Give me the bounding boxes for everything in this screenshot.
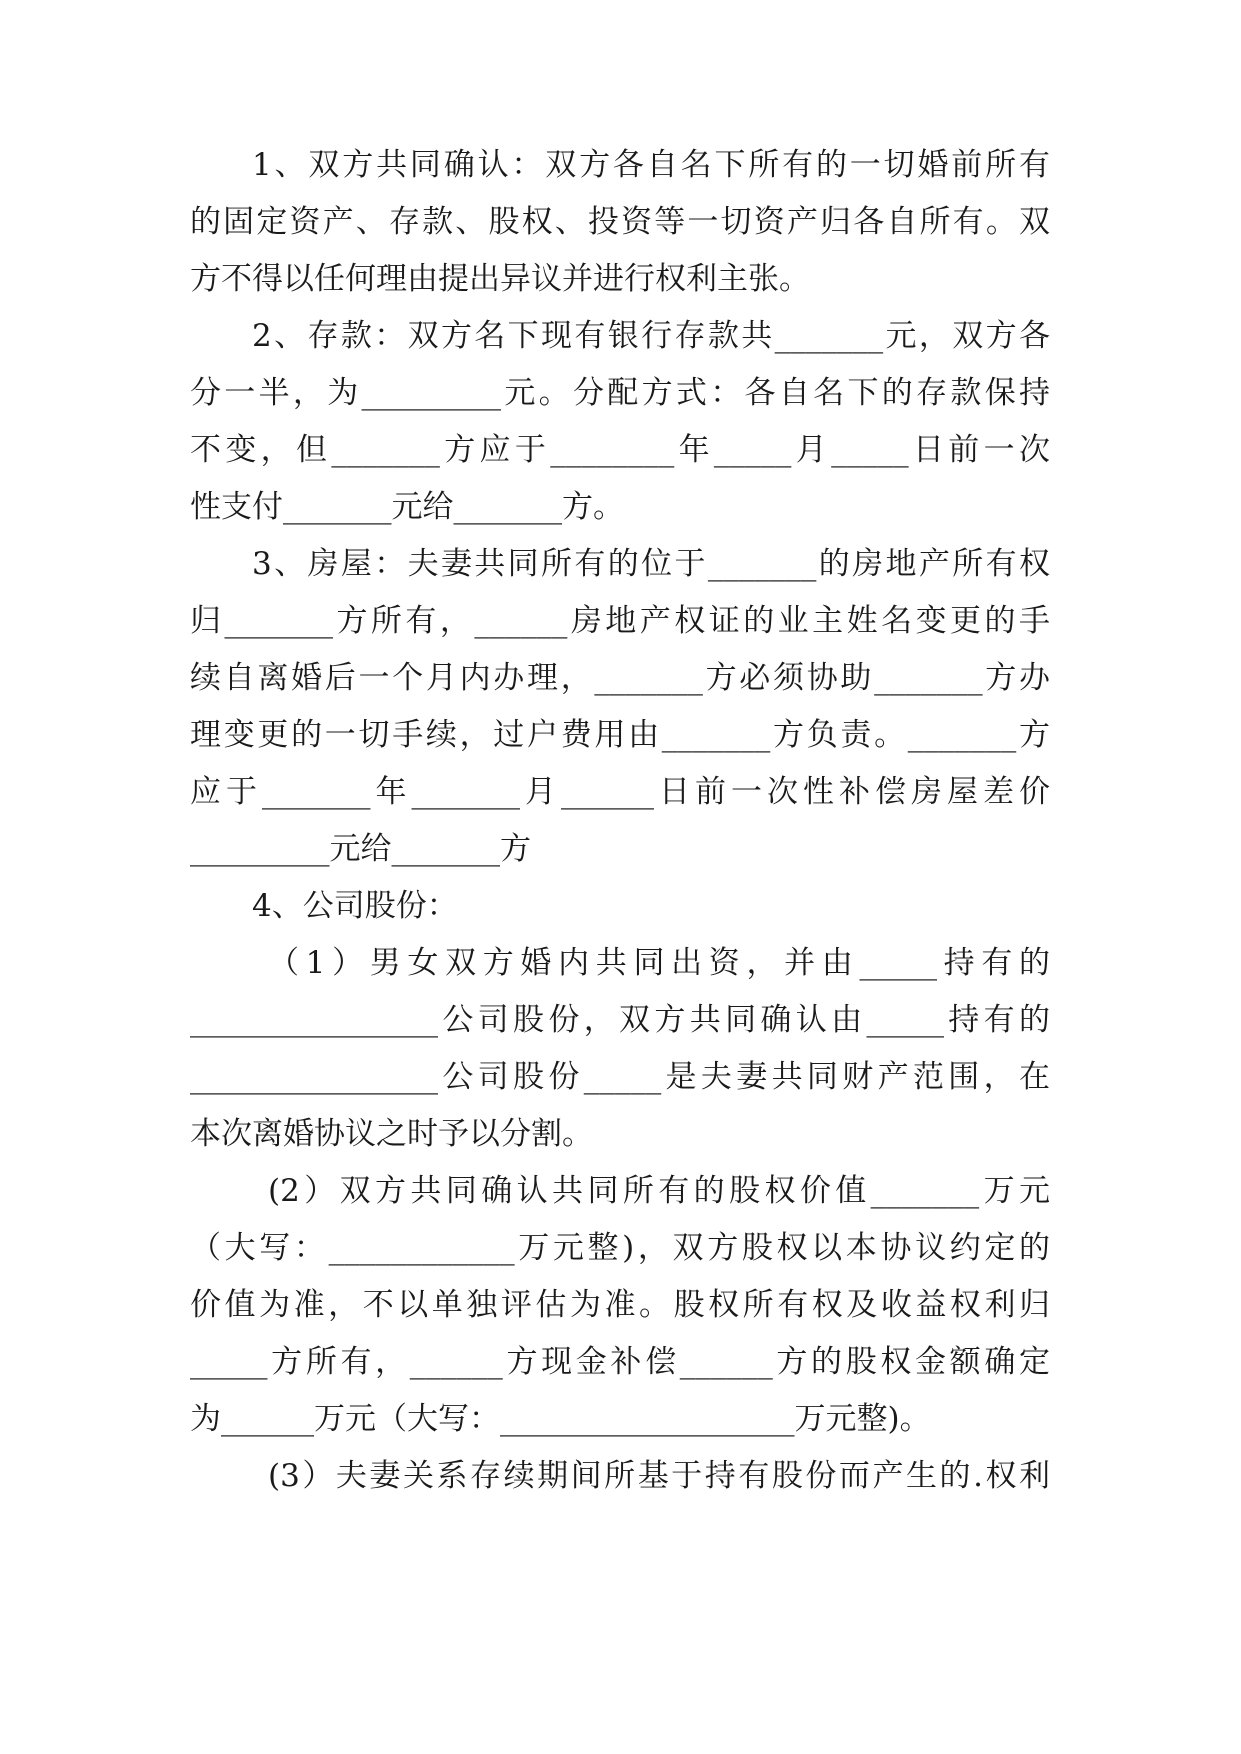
text-line: （大写：____________万元整)，双方股权以本协议约定的 xyxy=(190,1230,1050,1266)
text-line: 3、房屋：夫妻共同所有的位于_______的房地产所有权 xyxy=(252,546,1050,582)
text-line: 不变，但_______方应于________年_____月_____日前一次 xyxy=(190,432,1050,468)
text-line: (3）夫妻关系存续期间所基于持有股份而产生的.权利 xyxy=(268,1458,1050,1494)
text-line: 2、存款：双方名下现有银行存款共_______元，双方各 xyxy=(252,318,1050,354)
text-line: ________________公司股份_____是夫妻共同财产范围，在 xyxy=(190,1059,1050,1095)
text-line: 分一半，为_________元。分配方式：各自名下的存款保持 xyxy=(190,375,1050,411)
text-line: 为______万元（大写：___________________万元整)。 xyxy=(190,1401,931,1437)
text-line: 方不得以任何理由提出异议并进行权利主张。 xyxy=(190,261,810,297)
text-line: 本次离婚协议之时予以分割。 xyxy=(190,1116,593,1152)
text-line: (2）双方共同确认共同所有的股权价值_______万元 xyxy=(268,1173,1050,1209)
text-line: 续自离婚后一个月内办理，_______方必须协助_______方办 xyxy=(190,660,1050,696)
text-line: 1、双方共同确认：双方各自名下所有的一切婚前所有 xyxy=(252,147,1050,183)
text-line: ________________公司股份，双方共同确认由_____持有的 xyxy=(190,1002,1050,1038)
text-line: （1）男女双方婚内共同出资，并由_____持有的 xyxy=(268,945,1050,981)
text-line: 应于_______年_______月______日前一次性补偿房屋差价 xyxy=(190,774,1050,810)
text-line: 价值为准，不以单独评估为准。股权所有权及收益权利归 xyxy=(190,1287,1050,1323)
text-line: _________元给_______方 xyxy=(190,831,531,867)
text-line: 的固定资产、存款、股权、投资等一切资产归各自所有。双 xyxy=(190,204,1050,240)
text-line: _____方所有，______方现金补偿______方的股权金额确定 xyxy=(190,1344,1050,1380)
text-line: 理变更的一切手续，过户费用由_______方负责。_______方 xyxy=(190,717,1050,753)
text-line: 归_______方所有，______房地产权证的业主姓名变更的手 xyxy=(190,603,1050,639)
text-line: 性支付_______元给_______方。 xyxy=(190,489,624,525)
text-line: 4、公司股份： xyxy=(252,888,458,924)
